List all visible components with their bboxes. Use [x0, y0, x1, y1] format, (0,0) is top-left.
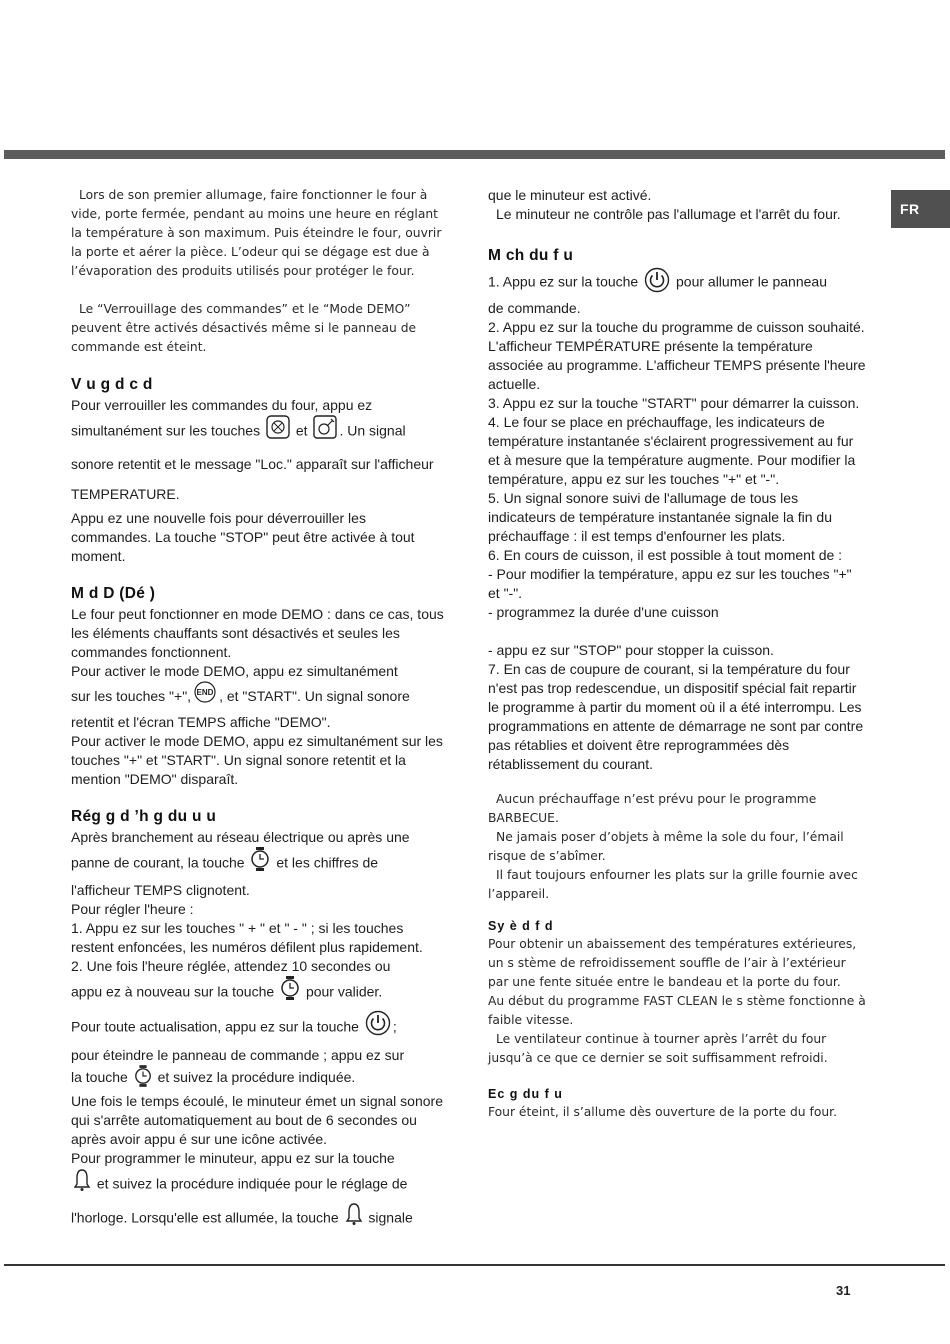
clock-paragraph-10 [71, 1065, 446, 1092]
clock-text-i: et suivez la procédure indiquée pour le réglage de [96, 1176, 408, 1192]
demo-paragraph-4: retentit et l'écran TEMPS affiche "DEMO". [71, 714, 331, 731]
cooling-paragraph-2: Au début du programme FAST CLEAN le s stème fonctionne à faible vitesse. [488, 994, 866, 1027]
lock-paragraph-2 [71, 415, 446, 509]
cooling-heading: Sy è d f d [488, 919, 554, 933]
clock-paragraph-1: Après branchement au réseau électrique ou après une [71, 829, 410, 846]
start-step-2: 2. Appu ez sur la touche du programme de cuisson souhaité. L'afficheur TEMPÉRATURE présente la température associée au programme. L'afficheur TEMPS présente l'heure actuelle. [488, 319, 866, 392]
clock-paragraph-11: Une fois le temps écoulé, le minuteur émet un signal sonore qui s'arrête automatiquement au bout de 6 secondes ou après avoir appu é sur une icône activée. [71, 1093, 443, 1148]
clock-paragraph-12: Pour programmer le minuteur, appu ez sur la touche [71, 1150, 395, 1167]
demo-paragraph-5: Pour activer le mode DEMO, appu ez simultanément sur les touches "+" et "START". Un signal sonore retentit et la mention "DEMO" disparaît. [71, 733, 443, 788]
clock-paragraph-13 [71, 1168, 446, 1202]
clock-text-k: signale [368, 1210, 413, 1226]
start-text-b: pour allumer le panneau [676, 273, 827, 290]
start-text-a: 1. Appu ez sur la touche [488, 273, 639, 290]
start-heading: M ch du f u [488, 247, 574, 264]
clock-paragraph-9: pour éteindre le panneau de commande ; appu ez sur [71, 1047, 405, 1064]
language-tab: FR [891, 190, 950, 228]
clock-paragraph-14 [71, 1202, 446, 1236]
cooling-paragraph-1: Pour obtenir un abaissement des températures extérieures, un s stème de refroidissement souffle de l’air à l’extérieur par une fente située entre le bandeau et la porte du four. [488, 937, 857, 989]
note-enamel: Ne jamais poser d’objets à même la sole du four, l’émail risque de s’abîmer. [488, 830, 844, 863]
lock-demo-note: Le “Verrouillage des commandes” et le “Mode DEMO” peuvent être activés désactivés même si le panneau de commande est éteint. [71, 302, 417, 354]
demo-paragraph-3 [71, 681, 446, 713]
demo-text-a: sur les touches "+", [71, 688, 192, 704]
lock-text-c: . Un signal sonore retentit et le message "Loc." apparaît sur l'afficheur TEMPERATURE. [71, 422, 434, 502]
power-button-icon [365, 1010, 391, 1046]
clock-paragraph-4: Pour régler l'heure : [71, 901, 194, 918]
clock-button-icon [134, 1065, 152, 1092]
clock-text-f: ; [392, 1019, 397, 1035]
right-column [488, 186, 866, 1122]
key-button-icon [313, 415, 337, 449]
demo-paragraph-2: Pour activer le mode DEMO, appu ez simultanément [71, 663, 398, 679]
lock-text-b: et [295, 422, 308, 439]
demo-text-b: , et "START". Un signal sonore [219, 688, 410, 704]
clock-heading: Rég g d ’h g du u u [71, 808, 217, 826]
footer-rule [4, 1264, 945, 1266]
bell-icon [73, 1168, 91, 1202]
note-barbecue: Aucun préchauffage n’est prévu pour le programme BARBECUE. [488, 792, 817, 825]
start-step-3: 3. Appu ez sur la touche "START" pour démarrer la cuisson. [488, 395, 860, 411]
cooling-paragraph-3: Le ventilateur continue à tourner après l’arrêt du four jusqu’à ce que ce dernier se soit suffisamment refroidi. [488, 1032, 828, 1065]
clock-paragraph-8 [71, 1010, 446, 1046]
clock-paragraph-3: l'afficheur TEMPS clignotent. [71, 882, 250, 899]
clock-text-c: appu ez à nouveau sur la touche [71, 984, 275, 1000]
start-step-6a: - Pour modifier la température, appu ez sur les touches "+" et "-". [488, 566, 852, 601]
clock-text-h: et suivez la procédure indiquée. [157, 1069, 356, 1086]
bell-icon [345, 1202, 363, 1236]
start-step-6: 6. En cours de cuisson, il est possible à tout moment de : [488, 547, 843, 563]
clock-paragraph-6: 2. Une fois l'heure réglée, attendez 10 secondes ou [71, 958, 391, 975]
start-step-1 [488, 267, 866, 299]
start-step-7: 7. En cas de coupure de courant, si la température du four n'est pas trop redescendue, un dispositif spécial fait repartir le programme à partir du moment où il a été interrompu. Les programmations en attente de démarrage ne sont par contre pas rétablies et doivent être reprogrammées dès rétablissement du courant. [488, 661, 864, 772]
clock-text-g: la touche [71, 1069, 128, 1086]
left-column [71, 186, 446, 1236]
header-bar [4, 150, 945, 159]
light-paragraph: Four éteint, il s’allume dès ouverture de la porte du four. [488, 1105, 837, 1119]
clock-paragraph-7 [71, 976, 446, 1010]
lock-paragraph-1: Pour verrouiller les commandes du four, appu ez [71, 397, 373, 413]
demo-paragraph-1: Le four peut fonctionner en mode DEMO : dans ce cas, tous les éléments chauffants sont désactivés et seules les commandes fonctionnent. [71, 606, 444, 660]
clock-button-icon [250, 847, 270, 881]
timer-note: Le minuteur ne contrôle pas l'allumage et l'arrêt du four. [496, 206, 841, 222]
light-heading: Ec g du f u [488, 1087, 563, 1101]
demo-heading: M d D (Dé ) [71, 585, 156, 602]
clock-text-d: pour valider. [305, 984, 383, 1000]
clock-paragraph-5: 1. Appu ez sur les touches " + " et " - " ; si les touches restent enfoncées, les numéros défilent plus rapidement. [71, 920, 423, 956]
start-step-1-end: de commande. [488, 300, 581, 316]
clock-text-a: panne de courant, la touche [71, 855, 245, 871]
end-button-icon [193, 681, 217, 713]
power-button-icon [644, 267, 670, 299]
timer-continuation: que le minuteur est activé. [488, 187, 652, 203]
start-step-6c: - appu ez sur "STOP" pour stopper la cuisson. [488, 642, 774, 658]
lock-text-a: simultanément sur les touches [71, 422, 261, 439]
lock-paragraph-3: Appu ez une nouvelle fois pour déverrouiller les commandes. La touche "STOP" peut être activée à tout moment. [71, 510, 415, 564]
svg-text:END: END [196, 688, 214, 698]
start-step-5: 5. Un signal sonore suivi de l'allumage de tous les indicateurs de température instantanée signale la fin du préchauffage : il est temps d'enfourner les plats. [488, 490, 832, 544]
intro-paragraph: Lors de son premier allumage, faire fonctionner le four à vide, porte fermée, pendant au moins une heure en réglant la température à son maximum. Puis éteindre le four, ouvrir la porte et aérer la pièce. L’odeur qui se dégage est due à l’évaporation des produits utilisés pour protéger le four. [71, 188, 442, 278]
start-step-6b: - programmez la durée d'une cuisson [488, 604, 719, 620]
clock-button-icon [280, 976, 300, 1010]
clock-text-e: Pour toute actualisation, appu ez sur la touche [71, 1019, 359, 1035]
lock-heading: V u g d c d [71, 376, 153, 393]
clock-paragraph-2 [71, 847, 446, 881]
page-number: 31 [836, 1283, 851, 1298]
clock-text-j: l'horloge. Lorsqu'elle est allumée, la touche [71, 1210, 339, 1226]
clock-text-b: et les chiffres de [276, 855, 379, 871]
start-step-4: 4. Le four se place en préchauffage, les indicateurs de température instantanée s'éclairent progressivement au fur et à mesure que la température augmente. Pour modifier la température, appu ez sur les touches "+" et "-". [488, 414, 856, 487]
note-grill: Il faut toujours enfourner les plats sur la grille fournie avec l’appareil. [488, 868, 858, 901]
lock-button-icon [266, 415, 290, 449]
